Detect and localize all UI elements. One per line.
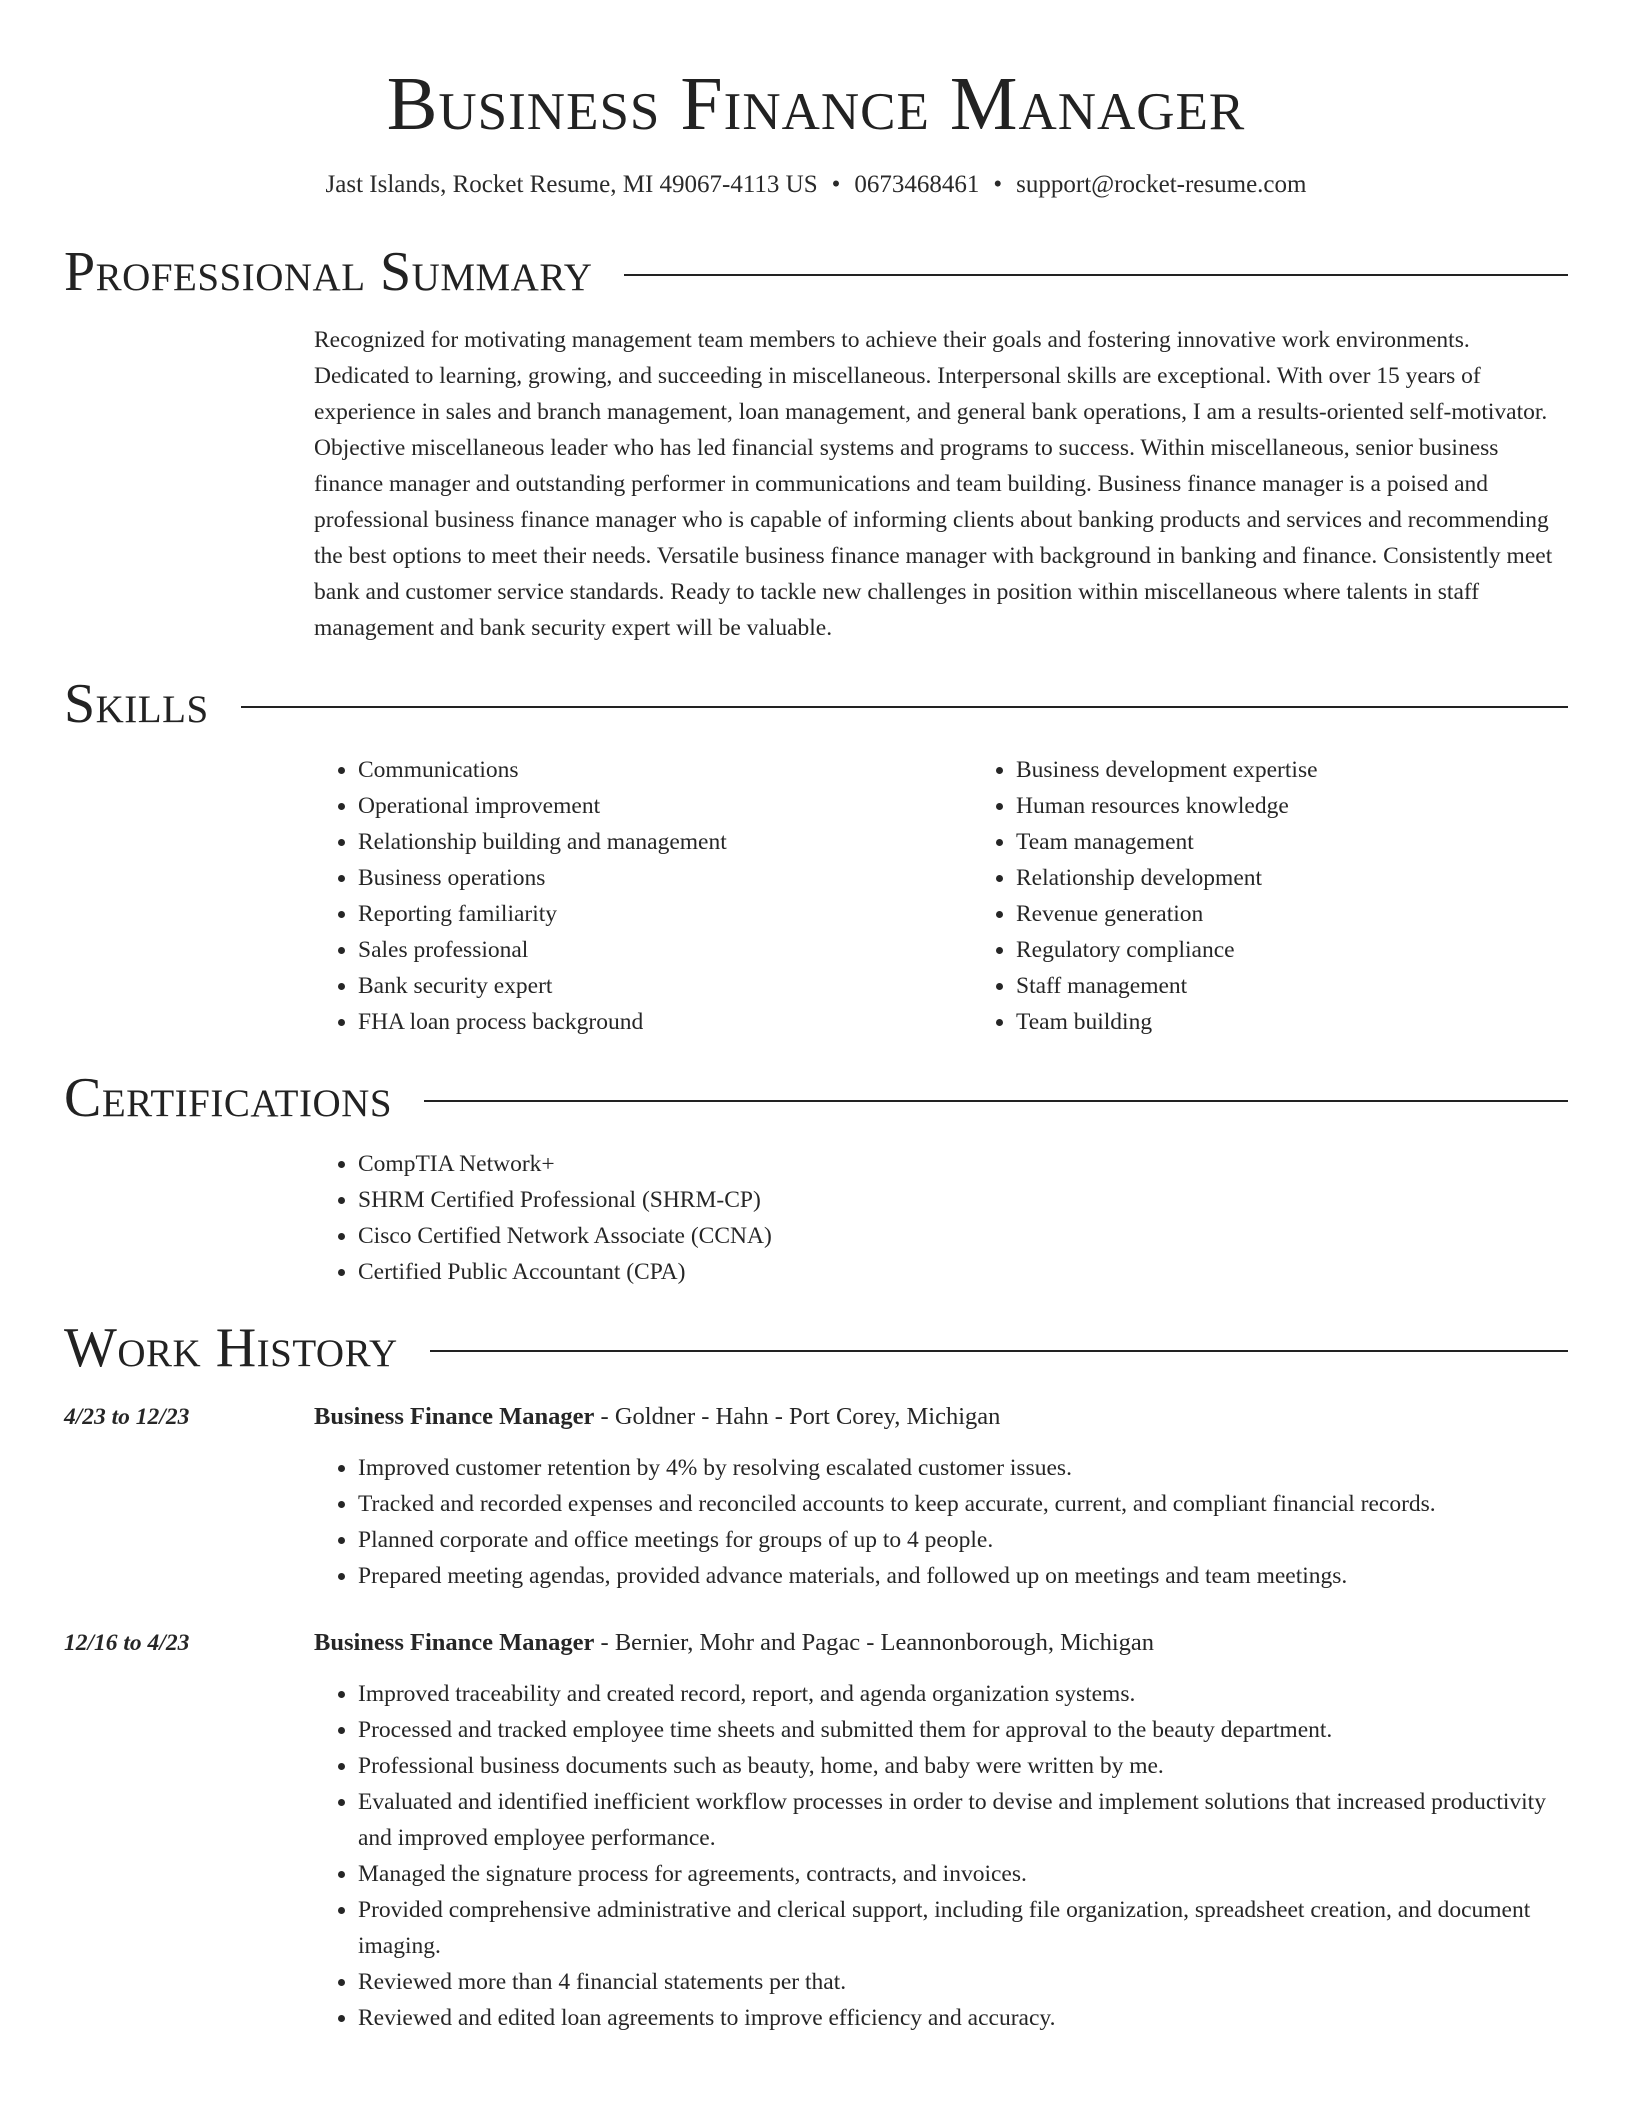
section-divider [430, 1350, 1568, 1352]
job-body [314, 1626, 1568, 2036]
skill-item: • Business operations [358, 860, 972, 896]
skill-item: • Communications [358, 752, 972, 788]
skill-item: • Human resources knowledge [1016, 788, 1630, 824]
job-entry [64, 1626, 1568, 2036]
job-bullet: • Managed the signature process for agreements, contracts, and invoices. [358, 1856, 1568, 1892]
contact-email: support@rocket-resume.com [1016, 171, 1307, 198]
skill-item: • Business development expertise [1016, 752, 1630, 788]
skill-item: • Bank security expert [358, 968, 972, 1004]
job-bullet: • Prepared meeting agendas, provided advance materials, and followed up on meetings and team meetings. [358, 1558, 1568, 1594]
job-bullet: • Improved traceability and created record, report, and agenda organization systems. [358, 1676, 1568, 1712]
section-divider [424, 1100, 1568, 1102]
certifications-list [314, 1146, 1568, 1290]
certification-item: • Cisco Certified Network Associate (CCNA) [358, 1218, 1568, 1254]
job-heading [314, 1400, 1568, 1434]
certification-item: • CompTIA Network+ [358, 1146, 1568, 1182]
job-bullet: • Tracked and recorded expenses and reconciled accounts to keep accurate, current, and compliant financial records. [358, 1486, 1568, 1522]
skill-item: • FHA loan process background [358, 1004, 972, 1040]
certifications-heading: Certifications [64, 1067, 393, 1129]
certifications-section-header [64, 1066, 1568, 1130]
job-title: Business Finance Manager [314, 1403, 595, 1430]
job-bullet: • Processed and tracked employee time sheets and submitted them for approval to the beauty department. [358, 1712, 1568, 1748]
skill-item: • Team building [1016, 1004, 1630, 1040]
job-bullet: • Provided comprehensive administrative and clerical support, including file organization, spreadsheet creation, and document imaging. [358, 1892, 1568, 1964]
work-history-section-header [64, 1316, 1568, 1380]
job-bullet: • Planned corporate and office meetings for groups of up to 4 people. [358, 1522, 1568, 1558]
job-bullets [314, 1450, 1568, 1594]
contact-separator: • [993, 171, 1003, 198]
skill-item: • Operational improvement [358, 788, 972, 824]
skills-list [314, 752, 1568, 1040]
skills-heading: Skills [64, 673, 209, 735]
summary-heading: Professional Summary [64, 241, 593, 303]
job-dates: 12/16 to 4/23 [64, 1630, 190, 1656]
job-body [314, 1400, 1568, 1594]
skill-item: • Reporting familiarity [358, 896, 972, 932]
job-entry [64, 1400, 1568, 1594]
contact-address: Jast Islands, Rocket Resume, MI 49067-4113 US [325, 171, 818, 198]
job-employer: - Bernier, Mohr and Pagac - Leannonborough, Michigan [594, 1629, 1155, 1656]
section-divider [241, 706, 1568, 708]
skill-item: • Regulatory compliance [1016, 932, 1630, 968]
job-employer: - Goldner - Hahn - Port Corey, Michigan [594, 1403, 1001, 1430]
skill-item: • Sales professional [358, 932, 972, 968]
skill-item: • Team management [1016, 824, 1630, 860]
certification-item: • Certified Public Accountant (CPA) [358, 1254, 1568, 1290]
skill-item: • Relationship development [1016, 860, 1630, 896]
job-title: Business Finance Manager [314, 1629, 595, 1656]
job-dates: 4/23 to 12/23 [64, 1404, 190, 1430]
skill-item: • Staff management [1016, 968, 1630, 1004]
summary-section-header [64, 240, 1568, 304]
skill-item: • Revenue generation [1016, 896, 1630, 932]
skills-section-header [64, 672, 1568, 736]
job-bullet: • Improved customer retention by 4% by resolving escalated customer issues. [358, 1450, 1568, 1486]
job-bullet: • Evaluated and identified inefficient workflow processes in order to devise and implement solutions that increased productivity and improved employee performance. [358, 1784, 1568, 1856]
job-bullet: • Reviewed more than 4 financial statements per that. [358, 1964, 1568, 2000]
skills-column-right [972, 752, 1630, 1040]
skill-item: • Relationship building and management [358, 824, 972, 860]
work-history-heading: Work History [64, 1317, 398, 1379]
skills-column-left [314, 752, 972, 1040]
contact-phone: 0673468461 [854, 171, 980, 198]
job-bullets [314, 1676, 1568, 2036]
job-heading [314, 1626, 1568, 1660]
job-bullet: • Professional business documents such as beauty, home, and baby were written by me. [358, 1748, 1568, 1784]
summary-text: Recognized for motivating management team members to achieve their goals and fostering innovative work environments. Dedicated to learning, growing, and succeeding in miscellaneous. Interpersonal skills are exceptional. With over 15 years of experience in sales and branch management, loan management, and general bank operations, I am a results-oriented self-motivator. Objective miscellaneous leader who has led financial systems and programs to success. Within miscellaneous, senior business finance manager and outstanding performer in communications and team building. Business finance manager is a poised and professional business finance manager who is capable of informing clients about banking products and services and recommending the best options to meet their needs. Versatile business finance manager with background in banking and finance. Consistently meet bank and customer service standards. Ready to tackle new challenges in position within miscellaneous where talents in staff management and bank security expert will be valuable. [314, 327, 1553, 641]
contact-line [64, 168, 1568, 202]
candidate-name: Business Finance Manager [386, 62, 1246, 146]
contact-separator: • [831, 171, 841, 198]
certification-item: • SHRM Certified Professional (SHRM-CP) [358, 1182, 1568, 1218]
section-divider [624, 274, 1568, 276]
job-bullet: • Reviewed and edited loan agreements to improve efficiency and accuracy. [358, 2000, 1568, 2036]
